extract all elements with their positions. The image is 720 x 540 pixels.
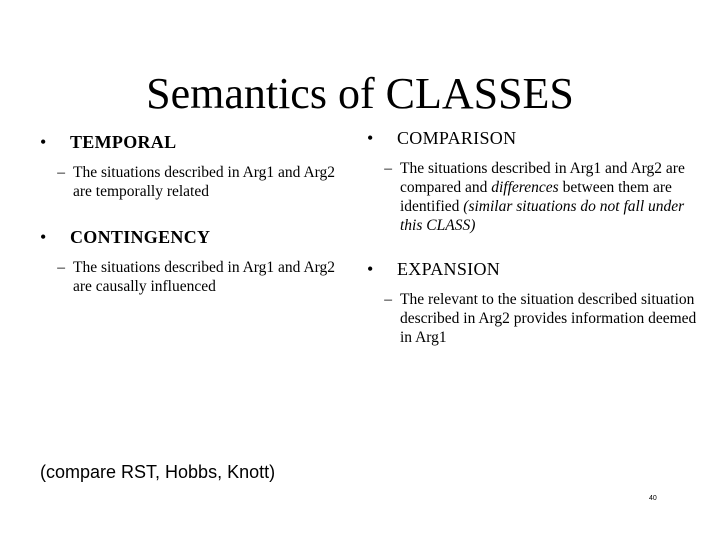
bullet-expansion	[367, 259, 697, 280]
dash-icon: –	[384, 291, 392, 308]
dash-icon: –	[384, 160, 392, 177]
bullet-icon: •	[367, 128, 374, 148]
footer-note: (compare RST, Hobbs, Knott)	[40, 462, 276, 482]
bullet-comparison	[367, 128, 697, 149]
sub-bullet-text: The relevant to the situation described situation described in Arg2 provides information deemed in Arg1	[400, 291, 697, 346]
left-column	[40, 132, 350, 296]
bullet-temporal	[40, 132, 350, 153]
bullet-label: CONTINGENCY	[70, 227, 211, 247]
sub-bullet-text: The situations described in Arg1 and Arg2 are temporally related	[73, 164, 336, 200]
sub-text-part: between them are identified	[400, 179, 672, 215]
sub-text-emphasis: differences	[491, 179, 559, 196]
bullet-icon: •	[40, 132, 47, 152]
bullet-label: COMPARISON	[397, 128, 517, 148]
sub-bullet-contingency	[40, 258, 350, 296]
bullet-contingency	[40, 227, 350, 248]
sub-bullet-temporal	[40, 163, 350, 201]
page-number: 40	[649, 495, 657, 502]
bullet-label: EXPANSION	[397, 259, 501, 279]
sub-bullet-text	[400, 159, 697, 235]
dash-icon: –	[57, 164, 65, 181]
sub-text-emphasis: (similar situations do not fall under this CLASS)	[400, 198, 685, 234]
bullet-label: TEMPORAL	[70, 132, 177, 152]
sub-bullet-text: The situations described in Arg1 and Arg2 are causally influenced	[73, 259, 336, 295]
bullet-icon: •	[40, 227, 47, 247]
sub-bullet-expansion	[367, 290, 697, 347]
right-column	[367, 128, 697, 347]
sub-text-part: The situations described in Arg1 and Arg2 are compared and	[400, 160, 685, 196]
dash-icon: –	[57, 259, 65, 276]
sub-bullet-comparison	[367, 159, 697, 235]
bullet-icon: •	[367, 259, 374, 279]
slide-title: Semantics of CLASSES	[146, 69, 574, 118]
